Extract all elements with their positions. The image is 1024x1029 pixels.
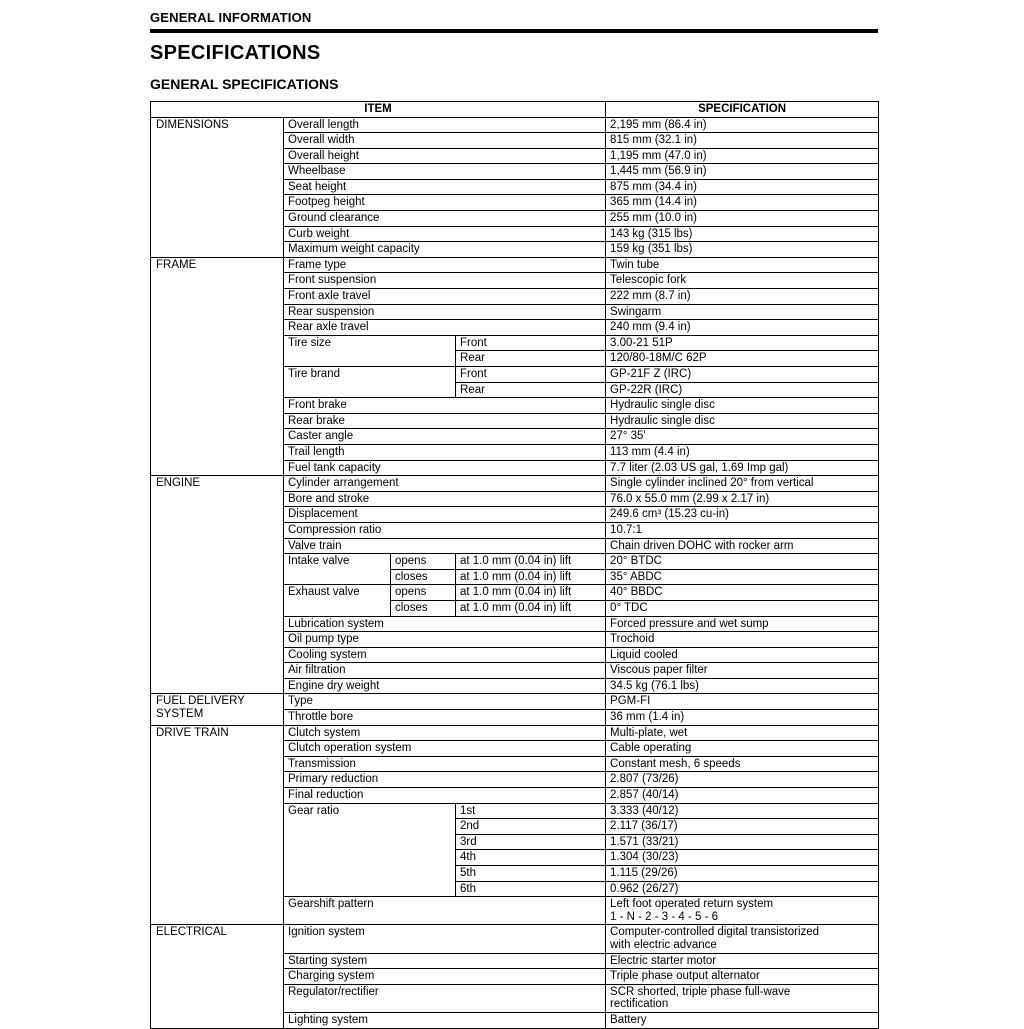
item-cell: Bore and stroke [284,491,606,507]
spec-cell: Constant mesh, 6 speeds [606,756,879,772]
spec-cell: 2,195 mm (86.4 in) [606,117,879,133]
spec-cell: 2.857 (40/14) [606,788,879,804]
table-row [151,257,879,273]
table-row [151,694,879,710]
item-cell: Final reduction [284,788,606,804]
spec-line: 1 - N - 2 - 3 - 4 - 5 - 6 [610,910,719,923]
manual-page [150,10,878,1029]
item-column-header: ITEM [151,102,606,118]
item-cell: Clutch operation system [284,741,606,757]
spec-cell: 222 mm (8.7 in) [606,289,879,305]
item-cell: Displacement [284,507,606,523]
spec-cell: 255 mm (10.0 in) [606,211,879,227]
spec-cell: Swingarm [606,304,879,320]
subitem-cell: Rear [456,382,606,398]
item-cell: Tire brand [284,367,456,398]
item-cell: Ground clearance [284,211,606,227]
item-cell: Engine dry weight [284,678,606,694]
spec-cell: Electric starter motor [606,953,879,969]
spec-cell: 143 kg (315 lbs) [606,226,879,242]
spec-cell: Telescopic fork [606,273,879,289]
subitem-detail-cell: at 1.0 mm (0.04 in) lift [456,600,606,616]
spec-cell: Viscous paper filter [606,663,879,679]
subitem-detail-cell: at 1.0 mm (0.04 in) lift [456,569,606,585]
subitem-cell: Rear [456,351,606,367]
item-cell: Overall length [284,117,606,133]
spec-cell: Chain driven DOHC with rocker arm [606,538,879,554]
spec-cell: 0° TDC [606,600,879,616]
item-cell: Tire size [284,335,456,366]
chapter-title: GENERAL INFORMATION [150,10,312,25]
item-cell: Trail length [284,444,606,460]
item-cell: Overall height [284,148,606,164]
page-subtitle: GENERAL SPECIFICATIONS [150,76,339,92]
category-cell: DIMENSIONS [151,117,284,257]
spec-cell: 34.5 kg (76.1 lbs) [606,678,879,694]
spec-line: Left foot operated return system [610,898,774,911]
spec-cell: 1.304 (30/23) [606,850,879,866]
spec-cell: Single cylinder inclined 20° from vertical [606,476,879,492]
spec-cell: 40° BBDC [606,585,879,601]
item-cell: Front brake [284,398,606,414]
item-cell: Type [284,694,606,710]
item-cell: Frame type [284,257,606,273]
item-cell: Curb weight [284,226,606,242]
table-row [151,925,879,953]
item-cell: Starting system [284,953,606,969]
spec-cell: Forced pressure and wet sump [606,616,879,632]
spec-cell: Twin tube [606,257,879,273]
spec-cell: 36 mm (1.4 in) [606,710,879,726]
spec-cell: 1,445 mm (56.9 in) [606,164,879,180]
spec-cell: 875 mm (34.4 in) [606,179,879,195]
subitem-cell: closes [391,569,456,585]
spec-cell [606,925,879,953]
spec-cell: 240 mm (9.4 in) [606,320,879,336]
spec-cell: Cable operating [606,741,879,757]
item-cell: Charging system [284,969,606,985]
spec-cell: Hydraulic single disc [606,413,879,429]
item-cell: Lubrication system [284,616,606,632]
spec-line: Computer-controlled digital transistorized [610,926,820,939]
item-cell: Lighting system [284,1012,606,1028]
item-cell: Compression ratio [284,522,606,538]
specification-column-header: SPECIFICATION [606,102,879,118]
spec-cell: PGM-FI [606,694,879,710]
spec-cell: Multi-plate, wet [606,725,879,741]
spec-cell: 120/80-18M/C 62P [606,351,879,367]
subitem-cell: opens [391,554,456,570]
spec-cell: 1.571 (33/21) [606,834,879,850]
item-cell: Rear axle travel [284,320,606,336]
item-cell: Front suspension [284,273,606,289]
item-cell: Rear brake [284,413,606,429]
subitem-cell: 1st [456,803,606,819]
spec-cell: 249.6 cm³ (15.23 cu-in) [606,507,879,523]
item-cell: Fuel tank capacity [284,460,606,476]
item-cell: Caster angle [284,429,606,445]
spec-cell: 365 mm (14.4 in) [606,195,879,211]
item-cell: Exhaust valve [284,585,391,616]
spec-line: rectification [610,998,669,1011]
category-cell: FUEL DELIVERY SYSTEM [151,694,284,725]
table-row [151,725,879,741]
spec-cell: 1,195 mm (47.0 in) [606,148,879,164]
item-cell: Maximum weight capacity [284,242,606,258]
spec-cell: 1.115 (29/26) [606,866,879,882]
spec-cell: Battery [606,1012,879,1028]
item-cell: Valve train [284,538,606,554]
table-header-row [151,102,879,118]
spec-cell: 2.117 (36/17) [606,819,879,835]
spec-cell: 815 mm (32.1 in) [606,133,879,149]
subitem-cell: 5th [456,866,606,882]
subitem-detail-cell: at 1.0 mm (0.04 in) lift [456,554,606,570]
item-cell: Rear suspension [284,304,606,320]
spec-cell: Liquid cooled [606,647,879,663]
spec-cell: 0.962 (26/27) [606,881,879,897]
spec-cell: 76.0 x 55.0 mm (2.99 x 2.17 in) [606,491,879,507]
subitem-cell: 4th [456,850,606,866]
spec-cell: 159 kg (351 lbs) [606,242,879,258]
spec-cell: 7.7 liter (2.03 US gal, 1.69 Imp gal) [606,460,879,476]
item-cell: Cooling system [284,647,606,663]
category-cell: ELECTRICAL [151,925,284,1028]
item-cell: Front axle travel [284,289,606,305]
subitem-cell: 3rd [456,834,606,850]
item-cell: Air filtration [284,663,606,679]
item-cell: Overall width [284,133,606,149]
spec-cell: 113 mm (4.4 in) [606,444,879,460]
spec-cell [606,984,879,1012]
table-row [151,117,879,133]
item-cell: Oil pump type [284,632,606,648]
spec-cell: Hydraulic single disc [606,398,879,414]
subitem-cell: Front [456,367,606,383]
spec-cell [606,897,879,925]
category-cell: FRAME [151,257,284,475]
subitem-cell: 2nd [456,819,606,835]
spec-table [150,101,879,1029]
item-cell: Clutch system [284,725,606,741]
subitem-cell: Front [456,335,606,351]
spec-line: SCR shorted, triple phase full-wave [610,985,791,998]
item-cell: Regulator/rectifier [284,984,606,1012]
chapter-rule [150,29,878,33]
spec-cell: 20° BTDC [606,554,879,570]
spec-cell: 10.7:1 [606,522,879,538]
spec-cell: GP-22R (IRC) [606,382,879,398]
subitem-cell: opens [391,585,456,601]
item-cell: Seat height [284,179,606,195]
item-cell: Transmission [284,756,606,772]
spec-line: with electric advance [610,938,717,951]
item-cell: Gearshift pattern [284,897,606,925]
category-cell: ENGINE [151,476,284,694]
category-cell: DRIVE TRAIN [151,725,284,925]
spec-cell: 35° ABDC [606,569,879,585]
subitem-detail-cell: at 1.0 mm (0.04 in) lift [456,585,606,601]
item-cell: Throttle bore [284,710,606,726]
spec-cell: GP-21F Z (IRC) [606,367,879,383]
item-cell: Gear ratio [284,803,456,897]
subitem-cell: closes [391,600,456,616]
item-cell: Wheelbase [284,164,606,180]
spec-cell: Triple phase output alternator [606,969,879,985]
item-cell: Ignition system [284,925,606,953]
spec-cell: Trochoid [606,632,879,648]
spec-cell: 3.00-21 51P [606,335,879,351]
spec-cell: 27° 35' [606,429,879,445]
spec-cell: 3.333 (40/12) [606,803,879,819]
page-title: SPECIFICATIONS [150,42,321,64]
item-cell: Cylinder arrangement [284,476,606,492]
spec-cell: 2.807 (73/26) [606,772,879,788]
item-cell: Intake valve [284,554,391,585]
table-row [151,476,879,492]
item-cell: Primary reduction [284,772,606,788]
item-cell: Footpeg height [284,195,606,211]
subitem-cell: 6th [456,881,606,897]
spec-table-body [151,117,879,1028]
